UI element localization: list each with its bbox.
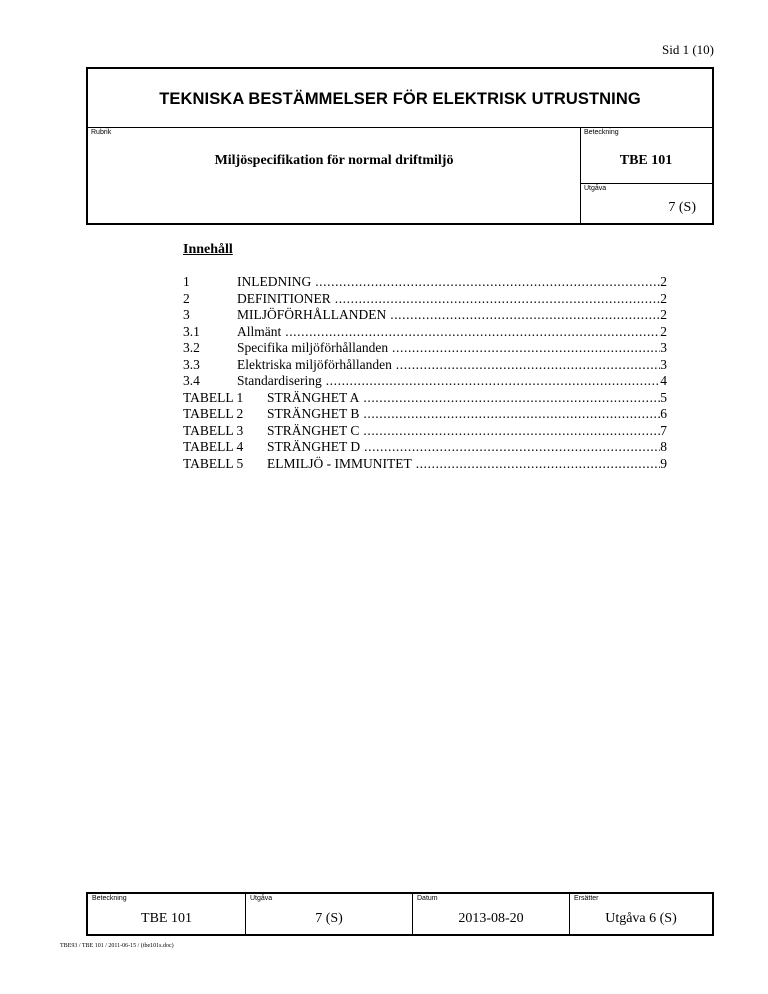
toc-entry-number: TABELL 2 bbox=[183, 406, 244, 421]
toc-entry-title: Standardisering ..... bbox=[237, 373, 661, 390]
document-subject: Miljöspecifikation för normal driftmiljö bbox=[214, 153, 454, 168]
toc-entry[interactable] bbox=[183, 390, 667, 407]
footer-date-label: Datum bbox=[417, 895, 438, 902]
footer-edition-cell bbox=[246, 894, 412, 934]
designation-label: Beteckning bbox=[584, 129, 619, 136]
toc-entry-page: 2 bbox=[660, 307, 667, 322]
toc-entry-title: MILJÖFÖRHÅLLANDEN ..... bbox=[237, 307, 661, 324]
document-designation: TBE 101 bbox=[619, 153, 673, 168]
toc-entry-page: 9 bbox=[660, 455, 667, 471]
toc-entry[interactable] bbox=[183, 291, 667, 308]
header-divider bbox=[88, 127, 712, 128]
toc-entry[interactable] bbox=[183, 274, 667, 291]
toc-entry-page: 6 bbox=[660, 406, 667, 421]
toc-entry[interactable] bbox=[183, 406, 667, 423]
toc-entry-title: ELMILJÖ - IMMUNITET ..... bbox=[267, 456, 661, 473]
footer-designation: TBE 101 bbox=[141, 911, 192, 926]
toc-entry[interactable] bbox=[183, 340, 667, 357]
table-of-contents bbox=[183, 274, 667, 472]
toc-entry[interactable] bbox=[183, 423, 667, 440]
footer-date: 2013-08-20 bbox=[458, 911, 524, 926]
toc-entry-number: TABELL 4 bbox=[183, 439, 244, 454]
toc-entry-title: Allmänt ..... bbox=[237, 324, 661, 341]
toc-entry-page: 7 bbox=[660, 422, 667, 438]
document-file-reference: TBE93 / TBE 101 / 2011-06-15 / (tbe101s.doc) bbox=[60, 943, 174, 949]
footer-date-cell bbox=[413, 894, 569, 934]
toc-entry-page: 2 bbox=[660, 290, 667, 306]
subject-label: Rubrik bbox=[91, 129, 112, 136]
toc-entry[interactable] bbox=[183, 307, 667, 324]
toc-entry-number: TABELL 5 bbox=[183, 455, 244, 471]
toc-entry[interactable] bbox=[183, 439, 667, 456]
toc-entry[interactable] bbox=[183, 373, 667, 390]
footer-edition: 7 (S) bbox=[315, 911, 343, 926]
footer-table bbox=[86, 892, 714, 936]
toc-heading: Innehåll bbox=[183, 242, 233, 257]
footer-replaces-cell bbox=[570, 894, 712, 934]
toc-entry[interactable] bbox=[183, 357, 667, 374]
toc-entry-title: Elektriska miljöförhållanden ..... bbox=[237, 357, 661, 374]
document-header-box bbox=[86, 67, 714, 225]
toc-entry-page: 4 bbox=[660, 373, 667, 388]
toc-entry-page: 2 bbox=[660, 274, 667, 289]
toc-entry-number: 3.4 bbox=[183, 373, 200, 388]
toc-entry-number: 2 bbox=[183, 290, 190, 306]
toc-entry-number: TABELL 3 bbox=[183, 422, 244, 438]
toc-entry-title: STRÄNGHET B ..... bbox=[267, 406, 661, 423]
toc-entry[interactable] bbox=[183, 456, 667, 473]
toc-entry-page: 2 bbox=[660, 323, 667, 339]
toc-entry-number: TABELL 1 bbox=[183, 389, 244, 405]
toc-entry-page: 3 bbox=[660, 356, 667, 372]
toc-entry-number: 1 bbox=[183, 274, 190, 289]
toc-entry-number: 3.1 bbox=[183, 323, 200, 339]
edition-label: Utgåva bbox=[584, 185, 607, 192]
toc-entry-title: INLEDNING ..... bbox=[237, 274, 661, 291]
toc-entry-number: 3.3 bbox=[183, 356, 200, 372]
toc-entry-number: 3.2 bbox=[183, 340, 200, 355]
toc-entry[interactable] bbox=[183, 324, 667, 341]
toc-entry-page: 3 bbox=[660, 340, 667, 355]
footer-replaces: Utgåva 6 (S) bbox=[605, 911, 677, 926]
footer-replaces-label: Ersätter bbox=[574, 895, 599, 902]
footer-designation-cell bbox=[88, 894, 245, 934]
designation-edition-divider bbox=[580, 183, 712, 184]
toc-entry-page: 8 bbox=[660, 439, 667, 454]
toc-entry-title: STRÄNGHET A ..... bbox=[267, 390, 661, 407]
main-title: TEKNISKA BESTÄMMELSER FÖR ELEKTRISK UTRUSTNING bbox=[159, 90, 641, 108]
document-edition: 7 (S) bbox=[668, 200, 696, 215]
footer-edition-label: Utgåva bbox=[250, 895, 273, 902]
page-number: Sid 1 (10) bbox=[662, 42, 714, 57]
toc-entry-title: STRÄNGHET C ..... bbox=[267, 423, 661, 440]
toc-entry-page: 5 bbox=[660, 389, 667, 405]
toc-entry-title: DEFINITIONER ..... bbox=[237, 291, 661, 308]
footer-designation-label: Beteckning bbox=[92, 895, 127, 902]
toc-entry-title: Specifika miljöförhållanden ..... bbox=[237, 340, 661, 357]
toc-entry-number: 3 bbox=[183, 307, 190, 322]
toc-entry-title: STRÄNGHET D ..... bbox=[267, 439, 661, 456]
